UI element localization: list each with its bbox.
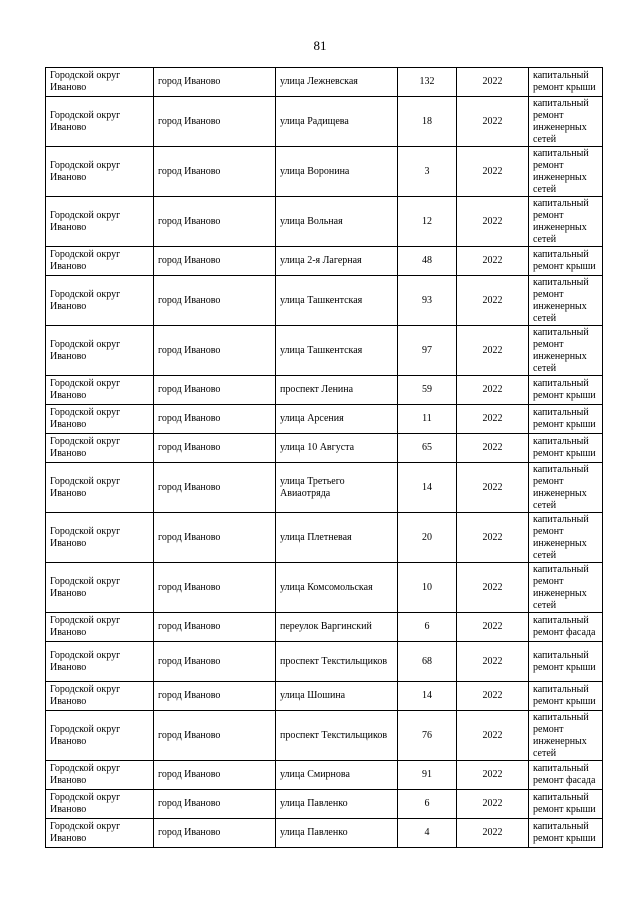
year-cell: 2022 xyxy=(457,790,529,819)
municipality-cell: Городской округ Иваново xyxy=(46,613,154,642)
year-cell: 2022 xyxy=(457,613,529,642)
table-body xyxy=(46,68,603,848)
street-cell: улица Лежневская xyxy=(276,68,398,97)
municipality-cell: Городской округ Иваново xyxy=(46,819,154,848)
municipality-cell: Городской округ Иваново xyxy=(46,147,154,197)
table-row xyxy=(46,761,603,790)
locality-cell: город Иваново xyxy=(154,711,276,761)
house-number-cell: 132 xyxy=(398,68,457,97)
house-number-cell: 68 xyxy=(398,642,457,682)
house-number-cell: 11 xyxy=(398,405,457,434)
street-cell: улица Шошина xyxy=(276,682,398,711)
municipality-cell: Городской округ Иваново xyxy=(46,405,154,434)
municipality-cell: Городской округ Иваново xyxy=(46,642,154,682)
street-cell: улица Комсомольская xyxy=(276,563,398,613)
locality-cell: город Иваново xyxy=(154,434,276,463)
locality-cell: город Иваново xyxy=(154,147,276,197)
year-cell: 2022 xyxy=(457,147,529,197)
street-cell: переулок Варгинский xyxy=(276,613,398,642)
house-number-cell: 93 xyxy=(398,276,457,326)
municipality-cell: Городской округ Иваново xyxy=(46,761,154,790)
table-row xyxy=(46,147,603,197)
municipality-cell: Городской округ Иваново xyxy=(46,682,154,711)
street-cell: улица Радищева xyxy=(276,97,398,147)
municipality-cell: Городской округ Иваново xyxy=(46,68,154,97)
locality-cell: город Иваново xyxy=(154,276,276,326)
work-type-cell: капитальный ремонт крыши xyxy=(529,247,603,276)
year-cell: 2022 xyxy=(457,97,529,147)
work-type-cell: капитальный ремонт крыши xyxy=(529,642,603,682)
locality-cell: город Иваново xyxy=(154,563,276,613)
house-number-cell: 6 xyxy=(398,613,457,642)
year-cell: 2022 xyxy=(457,68,529,97)
year-cell: 2022 xyxy=(457,642,529,682)
table-row xyxy=(46,463,603,513)
street-cell: улица Арсения xyxy=(276,405,398,434)
housing-repair-table xyxy=(45,67,603,848)
street-cell: улица Воронина xyxy=(276,147,398,197)
municipality-cell: Городской округ Иваново xyxy=(46,326,154,376)
house-number-cell: 4 xyxy=(398,819,457,848)
street-cell: улица Третьего Авиаотряда xyxy=(276,463,398,513)
work-type-cell: капитальный ремонт инженерных сетей xyxy=(529,97,603,147)
work-type-cell: капитальный ремонт крыши xyxy=(529,790,603,819)
table-row xyxy=(46,513,603,563)
table-row xyxy=(46,68,603,97)
work-type-cell: капитальный ремонт инженерных сетей xyxy=(529,147,603,197)
year-cell: 2022 xyxy=(457,711,529,761)
locality-cell: город Иваново xyxy=(154,197,276,247)
street-cell: улица Павленко xyxy=(276,790,398,819)
street-cell: улица 2-я Лагерная xyxy=(276,247,398,276)
house-number-cell: 14 xyxy=(398,463,457,513)
house-number-cell: 6 xyxy=(398,790,457,819)
municipality-cell: Городской округ Иваново xyxy=(46,463,154,513)
table-row xyxy=(46,790,603,819)
locality-cell: город Иваново xyxy=(154,790,276,819)
locality-cell: город Иваново xyxy=(154,463,276,513)
municipality-cell: Городской округ Иваново xyxy=(46,711,154,761)
year-cell: 2022 xyxy=(457,405,529,434)
table-row xyxy=(46,97,603,147)
locality-cell: город Иваново xyxy=(154,376,276,405)
house-number-cell: 59 xyxy=(398,376,457,405)
house-number-cell: 10 xyxy=(398,563,457,613)
work-type-cell: капитальный ремонт инженерных сетей xyxy=(529,463,603,513)
house-number-cell: 3 xyxy=(398,147,457,197)
street-cell: улица Плетневая xyxy=(276,513,398,563)
year-cell: 2022 xyxy=(457,819,529,848)
municipality-cell: Городской округ Иваново xyxy=(46,247,154,276)
municipality-cell: Городской округ Иваново xyxy=(46,197,154,247)
street-cell: улица Ташкентская xyxy=(276,326,398,376)
street-cell: улица Вольная xyxy=(276,197,398,247)
street-cell: проспект Текстильщиков xyxy=(276,711,398,761)
work-type-cell: капитальный ремонт инженерных сетей xyxy=(529,326,603,376)
municipality-cell: Городской округ Иваново xyxy=(46,376,154,405)
work-type-cell: капитальный ремонт инженерных сетей xyxy=(529,197,603,247)
locality-cell: город Иваново xyxy=(154,405,276,434)
work-type-cell: капитальный ремонт крыши xyxy=(529,405,603,434)
table-row xyxy=(46,563,603,613)
table-row xyxy=(46,642,603,682)
street-cell: проспект Текстильщиков xyxy=(276,642,398,682)
work-type-cell: капитальный ремонт фасада xyxy=(529,613,603,642)
year-cell: 2022 xyxy=(457,682,529,711)
house-number-cell: 14 xyxy=(398,682,457,711)
locality-cell: город Иваново xyxy=(154,247,276,276)
work-type-cell: капитальный ремонт крыши xyxy=(529,376,603,405)
table-row xyxy=(46,247,603,276)
street-cell: улица Ташкентская xyxy=(276,276,398,326)
table-row xyxy=(46,197,603,247)
year-cell: 2022 xyxy=(457,463,529,513)
municipality-cell: Городской округ Иваново xyxy=(46,276,154,326)
locality-cell: город Иваново xyxy=(154,613,276,642)
house-number-cell: 91 xyxy=(398,761,457,790)
year-cell: 2022 xyxy=(457,276,529,326)
table-row xyxy=(46,376,603,405)
work-type-cell: капитальный ремонт крыши xyxy=(529,68,603,97)
year-cell: 2022 xyxy=(457,761,529,790)
municipality-cell: Городской округ Иваново xyxy=(46,790,154,819)
work-type-cell: капитальный ремонт фасада xyxy=(529,761,603,790)
year-cell: 2022 xyxy=(457,376,529,405)
house-number-cell: 18 xyxy=(398,97,457,147)
locality-cell: город Иваново xyxy=(154,97,276,147)
street-cell: проспект Ленина xyxy=(276,376,398,405)
municipality-cell: Городской округ Иваново xyxy=(46,434,154,463)
work-type-cell: капитальный ремонт инженерных сетей xyxy=(529,513,603,563)
locality-cell: город Иваново xyxy=(154,642,276,682)
work-type-cell: капитальный ремонт инженерных сетей xyxy=(529,711,603,761)
house-number-cell: 76 xyxy=(398,711,457,761)
work-type-cell: капитальный ремонт инженерных сетей xyxy=(529,563,603,613)
work-type-cell: капитальный ремонт инженерных сетей xyxy=(529,276,603,326)
year-cell: 2022 xyxy=(457,563,529,613)
work-type-cell: капитальный ремонт крыши xyxy=(529,819,603,848)
table-row xyxy=(46,819,603,848)
locality-cell: город Иваново xyxy=(154,513,276,563)
municipality-cell: Городской округ Иваново xyxy=(46,563,154,613)
municipality-cell: Городской округ Иваново xyxy=(46,513,154,563)
year-cell: 2022 xyxy=(457,326,529,376)
year-cell: 2022 xyxy=(457,247,529,276)
house-number-cell: 48 xyxy=(398,247,457,276)
table-row xyxy=(46,326,603,376)
house-number-cell: 65 xyxy=(398,434,457,463)
locality-cell: город Иваново xyxy=(154,819,276,848)
work-type-cell: капитальный ремонт крыши xyxy=(529,434,603,463)
locality-cell: город Иваново xyxy=(154,68,276,97)
house-number-cell: 12 xyxy=(398,197,457,247)
page-number: 81 xyxy=(313,38,327,53)
street-cell: улица Смирнова xyxy=(276,761,398,790)
table-row xyxy=(46,276,603,326)
table-row xyxy=(46,711,603,761)
house-number-cell: 20 xyxy=(398,513,457,563)
locality-cell: город Иваново xyxy=(154,761,276,790)
year-cell: 2022 xyxy=(457,513,529,563)
table-row xyxy=(46,682,603,711)
year-cell: 2022 xyxy=(457,197,529,247)
locality-cell: город Иваново xyxy=(154,682,276,711)
table-row xyxy=(46,434,603,463)
street-cell: улица 10 Августа xyxy=(276,434,398,463)
table-row xyxy=(46,405,603,434)
table-row xyxy=(46,613,603,642)
street-cell: улица Павленко xyxy=(276,819,398,848)
work-type-cell: капитальный ремонт крыши xyxy=(529,682,603,711)
municipality-cell: Городской округ Иваново xyxy=(46,97,154,147)
year-cell: 2022 xyxy=(457,434,529,463)
house-number-cell: 97 xyxy=(398,326,457,376)
locality-cell: город Иваново xyxy=(154,326,276,376)
